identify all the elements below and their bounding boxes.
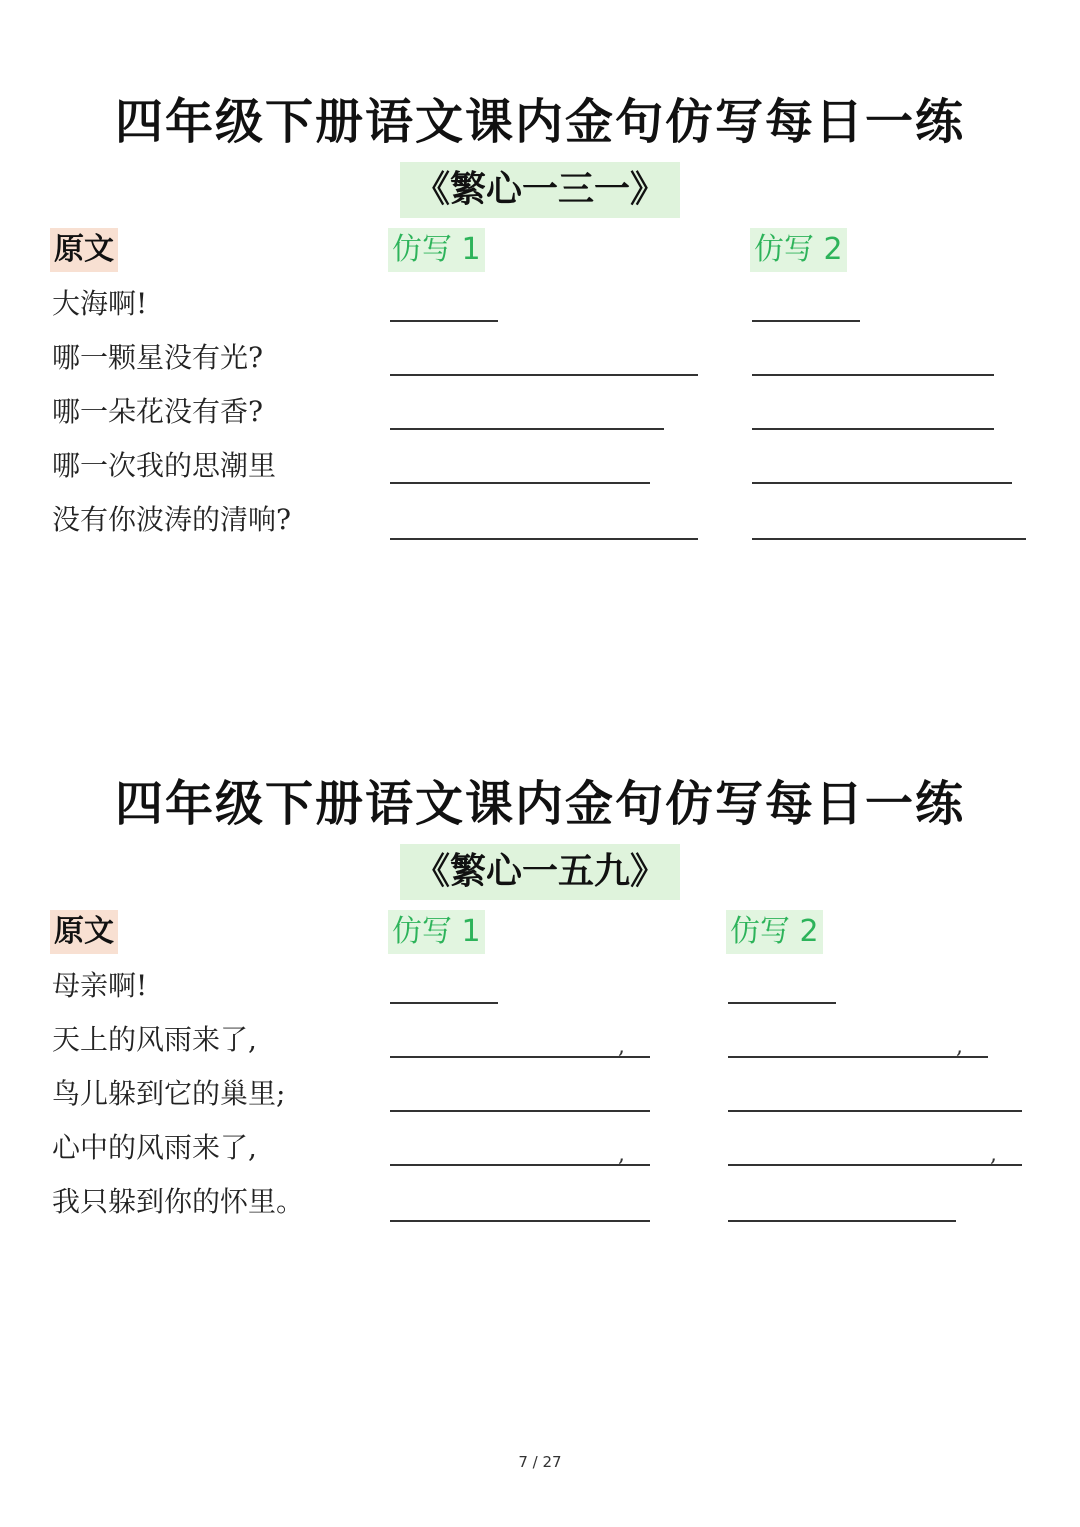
original-line-2: 哪一颗星没有光?	[52, 341, 264, 374]
copy2-header: 仿写 2	[726, 910, 823, 954]
copy1-blank-5[interactable]	[390, 538, 698, 540]
copy2-header: 仿写 2	[750, 228, 847, 272]
poem-title: 《繁心一三一》	[400, 162, 680, 218]
original-line-1: 大海啊!	[52, 287, 148, 320]
page-number: 7 / 27	[518, 1453, 562, 1471]
section-title: 四年级下册语文课内金句仿写每日一练	[114, 776, 965, 832]
copy1-blank-3[interactable]	[390, 428, 664, 430]
copy2-blank-1[interactable]	[728, 1002, 836, 1004]
copy1-blank-3[interactable]	[390, 1110, 650, 1112]
copy2-blank-4[interactable]	[728, 1164, 1022, 1166]
original-line-1: 母亲啊!	[52, 969, 148, 1002]
original-header: 原文	[50, 228, 118, 272]
copy2-blank-3[interactable]	[752, 428, 994, 430]
section-title: 四年级下册语文课内金句仿写每日一练	[114, 94, 965, 150]
original-line-5: 没有你波涛的清响?	[52, 503, 292, 536]
copy1-blank-4[interactable]	[390, 1164, 650, 1166]
copy1-blank-1[interactable]	[390, 320, 498, 322]
copy2-blank-4[interactable]	[752, 482, 1012, 484]
copy1-blank-4[interactable]	[390, 482, 650, 484]
copy2-blank-2[interactable]	[752, 374, 994, 376]
copy2-blank-3[interactable]	[728, 1110, 1022, 1112]
blank-comma: ,	[956, 1034, 963, 1059]
original-line-4: 哪一次我的思潮里	[52, 449, 277, 482]
original-line-4: 心中的风雨来了,	[52, 1131, 257, 1164]
copy2-blank-1[interactable]	[752, 320, 860, 322]
copy1-blank-1[interactable]	[390, 1002, 498, 1004]
original-line-3: 鸟儿躲到它的巢里;	[52, 1077, 286, 1110]
original-line-3: 哪一朵花没有香?	[52, 395, 264, 428]
exercise-section-2	[0, 774, 1080, 1414]
copy1-header: 仿写 1	[388, 910, 485, 954]
blank-comma: ,	[990, 1142, 997, 1167]
copy1-blank-5[interactable]	[390, 1220, 650, 1222]
original-line-5: 我只躲到你的怀里。	[52, 1185, 305, 1218]
blank-comma: ,	[618, 1034, 625, 1059]
blank-comma: ,	[618, 1142, 625, 1167]
copy2-blank-2[interactable]	[728, 1056, 988, 1058]
original-line-2: 天上的风雨来了,	[52, 1023, 257, 1056]
exercise-section-1	[0, 92, 1080, 732]
copy2-blank-5[interactable]	[752, 538, 1026, 540]
copy1-blank-2[interactable]	[390, 1056, 650, 1058]
original-header: 原文	[50, 910, 118, 954]
copy2-blank-5[interactable]	[728, 1220, 956, 1222]
copy1-header: 仿写 1	[388, 228, 485, 272]
poem-title: 《繁心一五九》	[400, 844, 680, 900]
copy1-blank-2[interactable]	[390, 374, 698, 376]
